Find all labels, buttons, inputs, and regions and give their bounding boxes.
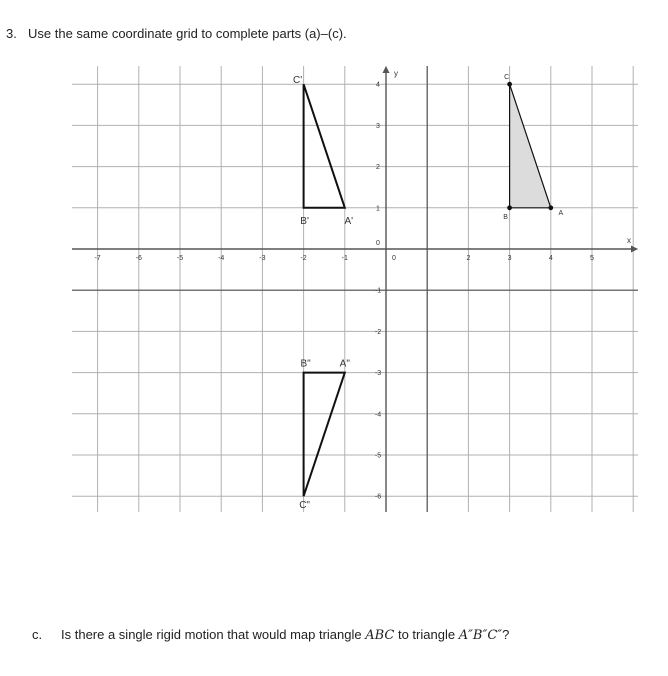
vertex-point — [507, 82, 512, 87]
y-tick-label: -4 — [374, 411, 382, 419]
y-tick-label: -6 — [374, 493, 382, 501]
x-tick-label: -6 — [135, 255, 142, 262]
vertex-label: A — [558, 209, 564, 217]
x-axis-label: x — [627, 236, 631, 245]
x-tick-label: 3 — [507, 255, 512, 262]
part-c-text-before: Is there a single rigid motion that would map triangle — [61, 627, 366, 642]
x-tick-label: -4 — [218, 255, 225, 262]
vertex-label: B' — [300, 215, 309, 227]
vertex-label: C' — [293, 75, 303, 87]
y-tick-label: -5 — [374, 452, 382, 460]
x-tick-label: 2 — [466, 255, 471, 262]
y-tick-label: 4 — [376, 81, 380, 89]
x-tick-label: 4 — [548, 255, 553, 262]
y-tick-label: -2 — [374, 328, 382, 336]
vertex-label: A" — [339, 358, 350, 370]
part-c-text-middle: to triangle — [394, 627, 459, 642]
y-tick-label: 1 — [376, 205, 380, 213]
y-tick-label: 2 — [376, 164, 380, 172]
y-tick-label: 3 — [376, 122, 380, 130]
vertex-label: C — [504, 74, 510, 82]
x-tick-label: 5 — [590, 255, 594, 262]
vertex-label: B — [503, 213, 508, 221]
y-axis-label: y — [394, 69, 398, 78]
triangle-3 — [304, 373, 345, 497]
part-c-letter: c. — [32, 627, 43, 642]
question-number: 3. — [6, 26, 17, 41]
part-c-question — [32, 627, 509, 643]
y-tick-label: -3 — [374, 370, 382, 378]
triangle-1 — [510, 84, 551, 208]
triangle-2 — [304, 84, 345, 208]
y-tick-label: 0 — [376, 240, 380, 247]
x-tick-label: -5 — [176, 255, 184, 262]
vertex-point — [507, 205, 512, 210]
x-tick-label: -2 — [300, 255, 307, 262]
x-tick-label: -7 — [94, 255, 101, 262]
part-c-text-after: ? — [502, 627, 510, 642]
x-tick-label: 0 — [392, 255, 396, 262]
part-c-triangle-abc: ABC — [365, 628, 395, 643]
x-tick-label: -1 — [341, 255, 348, 262]
vertex-label: C" — [299, 500, 310, 512]
y-axis-arrow-icon — [383, 66, 390, 73]
x-axis-arrow-icon — [631, 246, 638, 253]
vertex-label: A' — [344, 215, 354, 227]
vertex-label: B" — [300, 358, 311, 370]
y-tick-label: -1 — [374, 287, 382, 295]
x-tick-label: -3 — [259, 255, 266, 262]
question-prompt: Use the same coordinate grid to complete parts (a)–(c). — [28, 26, 347, 41]
vertex-point — [548, 205, 553, 210]
part-c-triangle-a2b2c2: A″B″C″ — [458, 628, 503, 643]
